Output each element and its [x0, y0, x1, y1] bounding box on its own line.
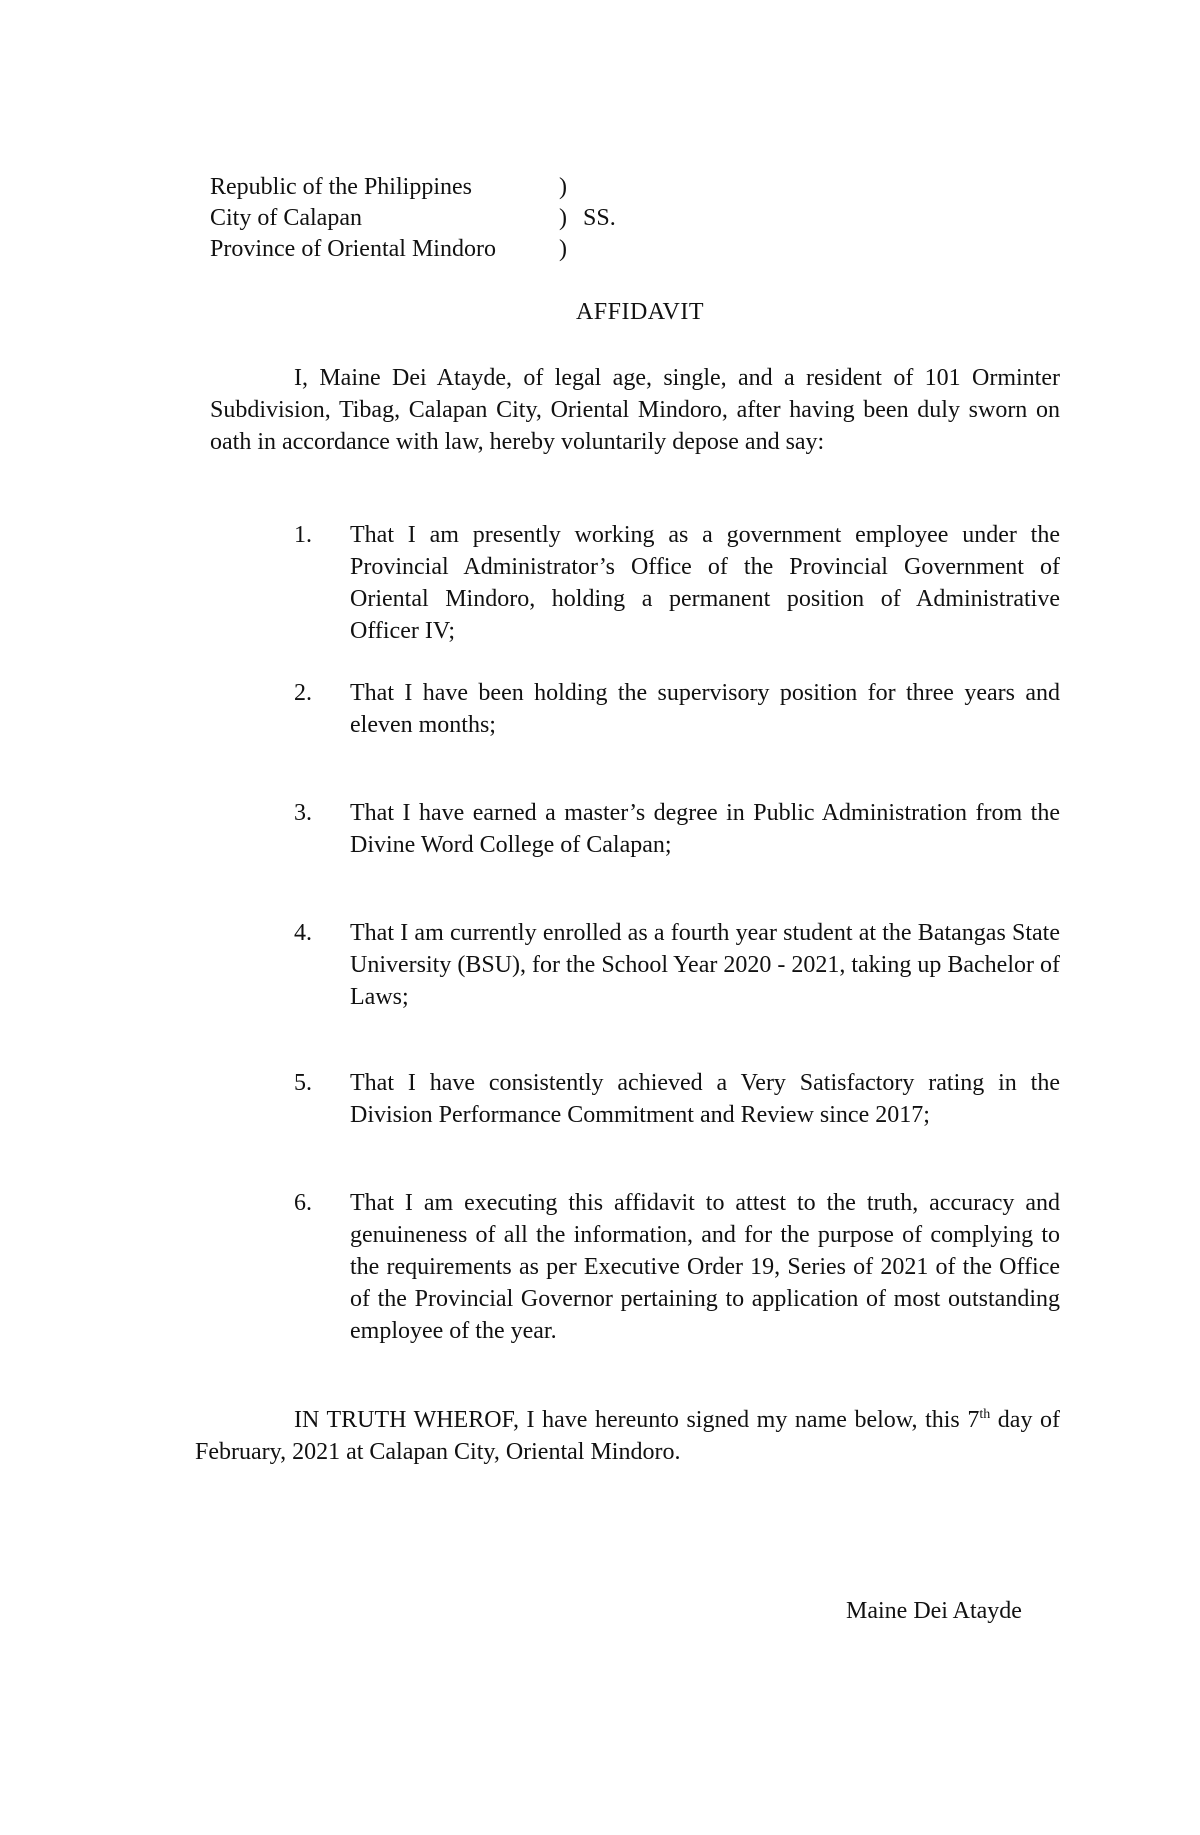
list-item [210, 917, 1060, 1013]
item-text: That I have been holding the supervisory position for three years and eleven months; [350, 680, 1060, 738]
venue-line [210, 172, 567, 203]
closing-day-suffix: th [979, 1407, 991, 1422]
item-number: 1. [294, 522, 312, 548]
venue-paren: ) [559, 205, 567, 231]
venue-paren: ) [559, 236, 567, 262]
closing-day: 7 [967, 1407, 980, 1433]
venue-place: Republic of the Philippines [210, 174, 472, 200]
item-number: 2. [294, 680, 312, 706]
venue-block [210, 172, 616, 265]
item-text: That I have consistently achieved a Very Satisfactory rating in the Division Performance Commitment and Review since 2017; [350, 1070, 1060, 1128]
item-text: That I am presently working as a government employee under the Provincial Administrator’s Office of the Provincial Government of Oriental Mindoro, holding a permanent position of Administrative Officer IV; [350, 522, 1060, 644]
closing-lead: IN TRUTH WHEROF, I have hereunto signed my name below, this [294, 1407, 960, 1433]
intro-paragraph: I, Maine Dei Atayde, of legal age, single, and a resident of 101 Orminter Subdivision, Tibag, Calapan City, Oriental Mindoro, after having been duly sworn on oath in accordance with law, hereby voluntarily depose and say: [210, 365, 1060, 455]
closing-rest: day of February, 2021 at Calapan City, Oriental Mindoro. [195, 1407, 1060, 1465]
venue-line [210, 234, 567, 265]
closing-paragraph [195, 1404, 1060, 1468]
venue-place: Province of Oriental Mindoro [210, 236, 496, 262]
item-number: 4. [294, 920, 312, 946]
item-text: That I am currently enrolled as a fourth year student at the Batangas State University (BSU), for the School Year 2020 - 2021, taking up Bachelor of Laws; [350, 920, 1060, 1010]
list-item [210, 519, 1060, 647]
item-number: 5. [294, 1070, 312, 1096]
venue-ss-mark: SS. [583, 205, 616, 231]
document-title: AFFIDAVIT [575, 299, 705, 325]
venue-paren: ) [559, 174, 567, 200]
list-item [210, 677, 1060, 741]
item-text: That I have earned a master’s degree in Public Administration from the Divine Word College of Calapan; [350, 800, 1060, 858]
list-item [210, 1067, 1060, 1131]
item-number: 3. [294, 800, 312, 826]
item-text: That I am executing this affidavit to attest to the truth, accuracy and genuineness of all the information, and for the purpose of complying to the requirements as per Executive Order 19, Series of 2021 of the Office of the Provincial Governor pertaining to application of most outstanding employee of the year. [350, 1190, 1060, 1344]
item-number: 6. [294, 1190, 312, 1216]
signatory-name: Maine Dei Atayde [846, 1598, 1022, 1624]
list-item [210, 797, 1060, 861]
list-item [210, 1187, 1060, 1347]
venue-line [210, 203, 616, 234]
venue-place: City of Calapan [210, 205, 362, 231]
